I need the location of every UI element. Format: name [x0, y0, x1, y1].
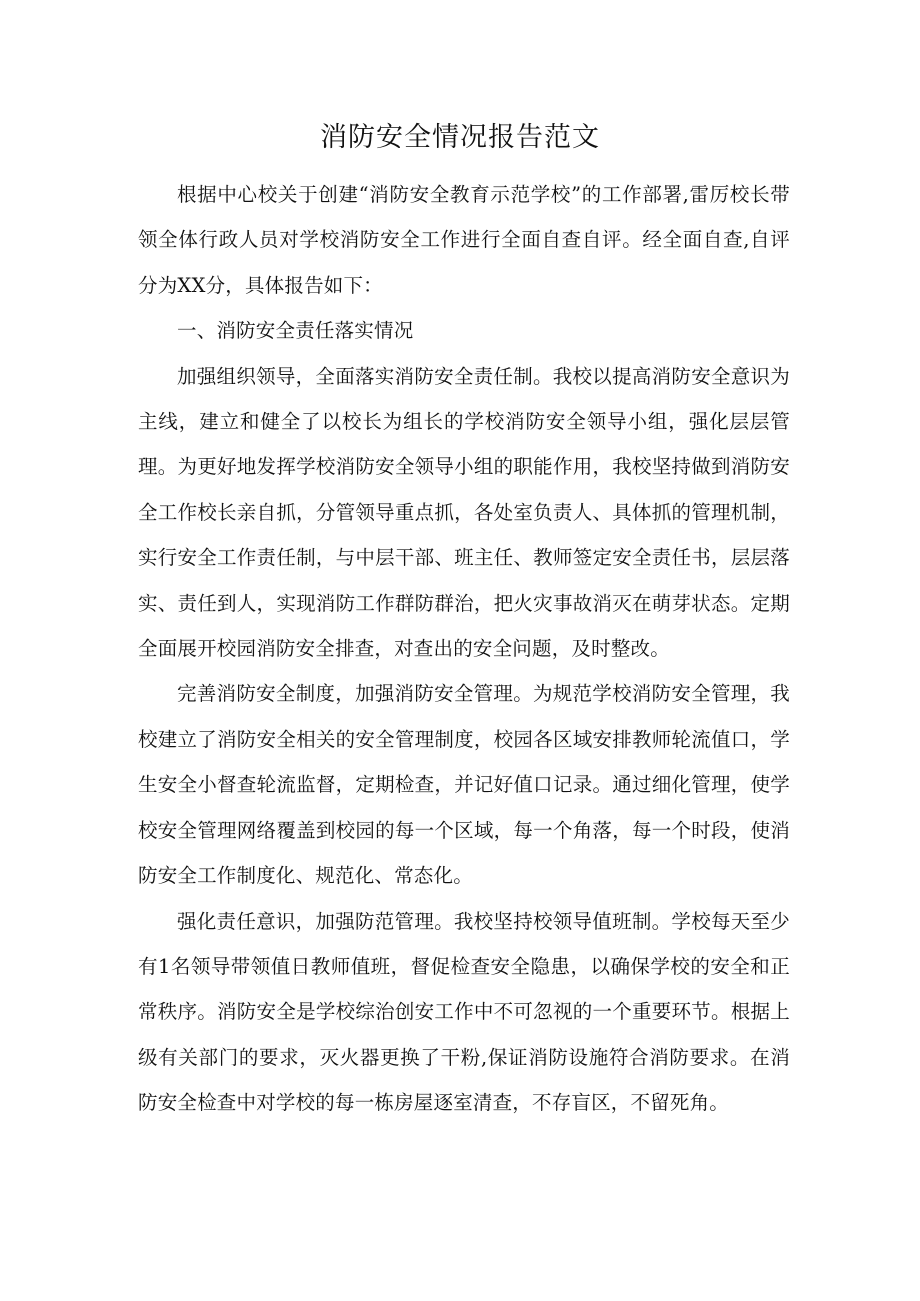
paragraph-responsibility: 加强组织领导，全面落实消防安全责任制。我校以提高消防安全意识为主线，建立和健全了以校长为组长的学校消防安全领导小组，强化层层管理。为更好地发挥学校消防安全领导小组的职能作用，我校坚持做到消防安全工作校长亲自抓，分管领导重点抓，各处室负责人、具体抓的管理机制，实行安全工作责任制，与中层干部、班主任、教师签定安全责任书，层层落实、责任到人，实现消防工作群防群治，把火灾事故消灭在萌芽状态。定期全面展开校园消防安全排查，对查出的安全问题，及时整改。: [138, 364, 790, 661]
section-heading-1: 一、消防安全责任落实情况: [177, 319, 414, 343]
paragraph-system: 完善消防安全制度，加强消防安全管理。为规范学校消防安全管理，我校建立了消防安全相关的安全管理制度，校园各区域安排教师轮流值口，学生安全小督查轮流监督，定期检查，并记好值口记录。通过细化管理，使学校安全管理网络覆盖到校园的每一个区域，每一个角落，每一个时段，使消防安全工作制度化、规范化、常态化。: [138, 682, 790, 888]
paragraph-intro: 根据中心校关于创建“消防安全教育示范学校”的工作部署,雷厉校长带领全体行政人员对学校消防安全工作进行全面自查自评。经全面自查,自评分为XX分，具体报告如下：: [138, 183, 790, 297]
paragraph-awareness: 强化责任意识，加强防范管理。我校坚持校领导值班制。学校每天至少有1名领导带领值日教师值班，督促检查安全隐患，以确保学校的安全和正常秩序。消防安全是学校综治创安工作中不可忽视的一个重要环节。根据上级有关部门的要求，灭火器更换了干粉,保证消防设施符合消防要求。在消防安全检查中对学校的每一栋房屋逐室清查，不存盲区，不留死角。: [138, 909, 790, 1115]
document-title: 消防安全情况报告范文: [320, 122, 600, 153]
document-body: [138, 172, 790, 1126]
